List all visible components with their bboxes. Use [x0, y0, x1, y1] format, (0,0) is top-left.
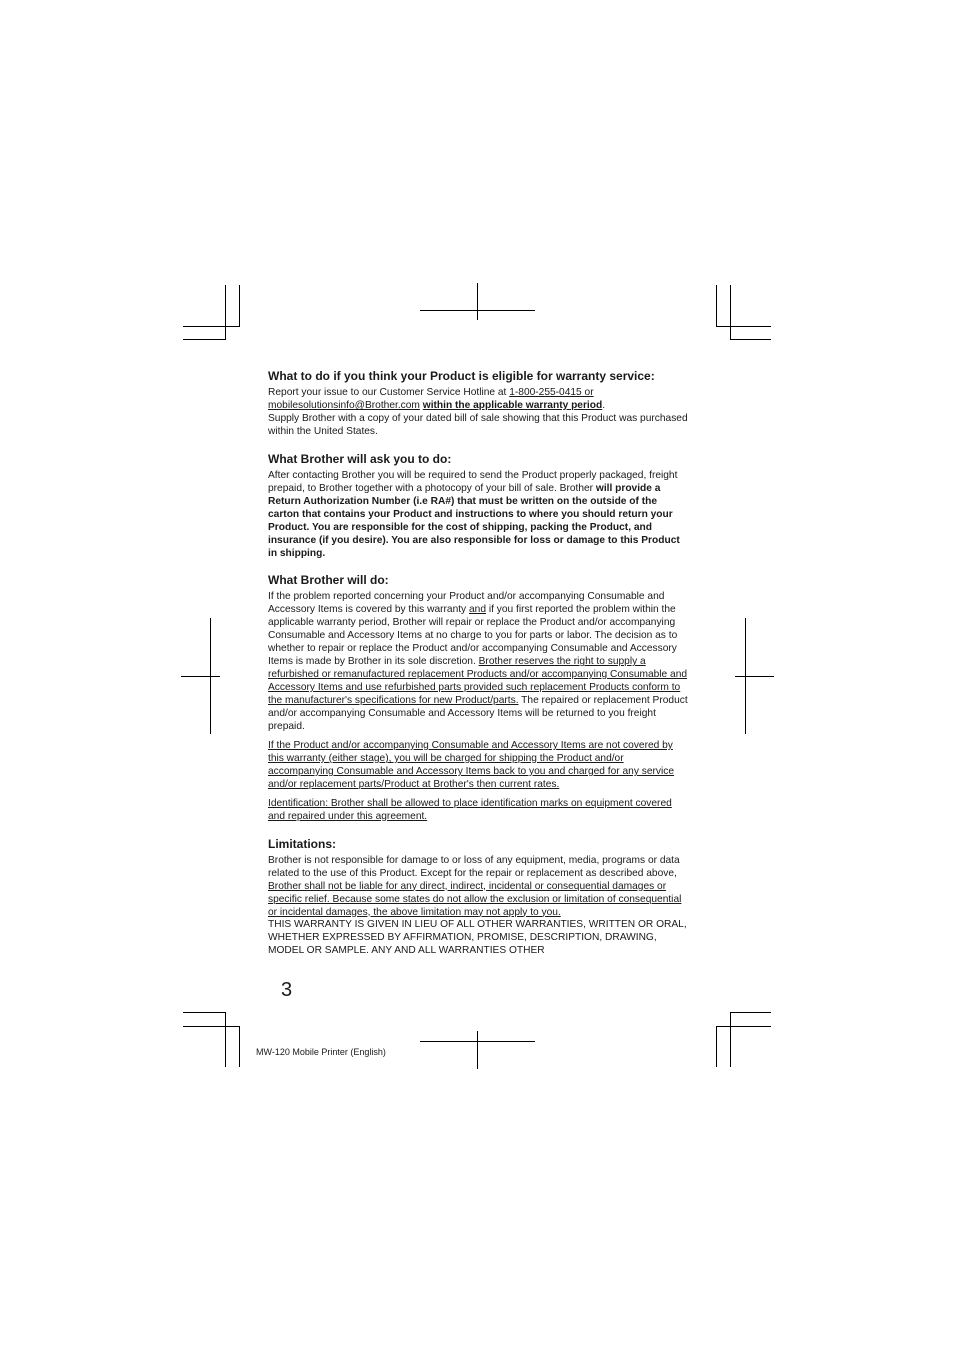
section-heading-will-do: What Brother will do:	[268, 573, 389, 588]
ra-number-instructions: will provide a Return Authorization Number (i.e RA#) that must be written on the outside of the carton that contains your Product and instructions to where you should return your Product. You are responsible for the cost of shipping, packing the Product, and insurance (if you desire). You are also responsible for loss or damage to this Product in shipping.	[268, 482, 680, 559]
eligible-paragraph-2: Supply Brother with a copy of your dated bill of sale showing that this Product was purchased within the United States.	[268, 412, 688, 437]
hotline-number: 1-800-255-0415 or	[509, 387, 594, 398]
ask-paragraph-1	[268, 470, 688, 561]
page-number: 3	[281, 979, 293, 1001]
warranty-period-note: within the applicable warranty period	[422, 399, 603, 411]
section-heading-ask: What Brother will ask you to do:	[268, 451, 452, 466]
refurbished-parts-clause: Brother reserves the right to supply a refurbished or remanufactured replacement Products and/or accompanying Consumable and Accessory Items and use refurbished parts provided such replacement Products conform to the manufacturer's specifications for new Product/parts.	[268, 656, 688, 707]
will-do-paragraph-2: If the Product and/or accompanying Consumable and Accessory Items are not covered by this warranty (either stage), you will be charged for shipping the Product and/or accompanying Consumable and Accessory Items back to you and charged for any service and/or replacement parts/Product at Brother's then current rates.	[268, 739, 675, 790]
eligible-paragraph-1	[268, 387, 688, 413]
text-span: .	[602, 399, 606, 411]
section-heading-eligible: What to do if you think your Product is eligible for warranty service:	[268, 369, 655, 383]
text-span: After contacting Brother you will be required to send the Product properly packaged, freight prepaid, to Brother together with a photocopy of your bill of sale. Brother	[268, 469, 678, 494]
text-span: if you first reported the problem within the applicable warranty period, Brother will repair or replace the Product and/or accompanying Consumable and Accessory Items at no charge to you for parts or labor. The decision as to whether to repair or replace the Product and/or accompanying Consumable and Accessory Items is made by Brother in its sole discretion.	[268, 604, 678, 668]
section-heading-limitations: Limitations:	[268, 836, 336, 851]
text-span: If the problem reported concerning your Product and/or accompanying Consumable and Accessory Items is covered by this warranty	[268, 591, 665, 616]
text-span: Brother is not responsible for damage to or loss of any equipment, media, programs or data related to the use of this Product. Except for the repair or replacement as described above,	[268, 854, 680, 879]
text-span: and	[468, 604, 486, 616]
support-email: mobilesolutionsinfo@Brother.com	[268, 399, 420, 411]
warranty-content	[268, 369, 688, 958]
liability-clause: Brother shall not be liable for any direct, indirect, incidental or consequential damages or specific relief. Because some states do not allow the exclusion or limitation of consequential or incidental damages, the above limitation may not apply to you.	[268, 880, 682, 918]
will-do-paragraph-1	[268, 591, 688, 733]
limitations-paragraph-2: THIS WARRANTY IS GIVEN IN LIEU OF ALL OTHER WARRANTIES, WRITTEN OR ORAL, WHETHER EXPRESSED BY AFFIRMATION, PROMISE, DESCRIPTION, DRAWING, MODEL OR SAMPLE. ANY AND ALL WARRANTIES OTHER	[268, 919, 687, 957]
limitations-paragraph-1	[268, 855, 688, 920]
footer-text: MW-120 Mobile Printer (English)	[256, 1047, 386, 1057]
text-span: The repaired or replacement Product and/or accompanying Consumable and Accessory Items will be returned to you freight prepaid.	[268, 695, 688, 733]
will-do-paragraph-3: Identification: Brother shall be allowed to place identification marks on equipment covered and repaired under this agreement.	[268, 797, 672, 822]
text-span: Report your issue to our Customer Service Hotline at	[268, 387, 510, 398]
